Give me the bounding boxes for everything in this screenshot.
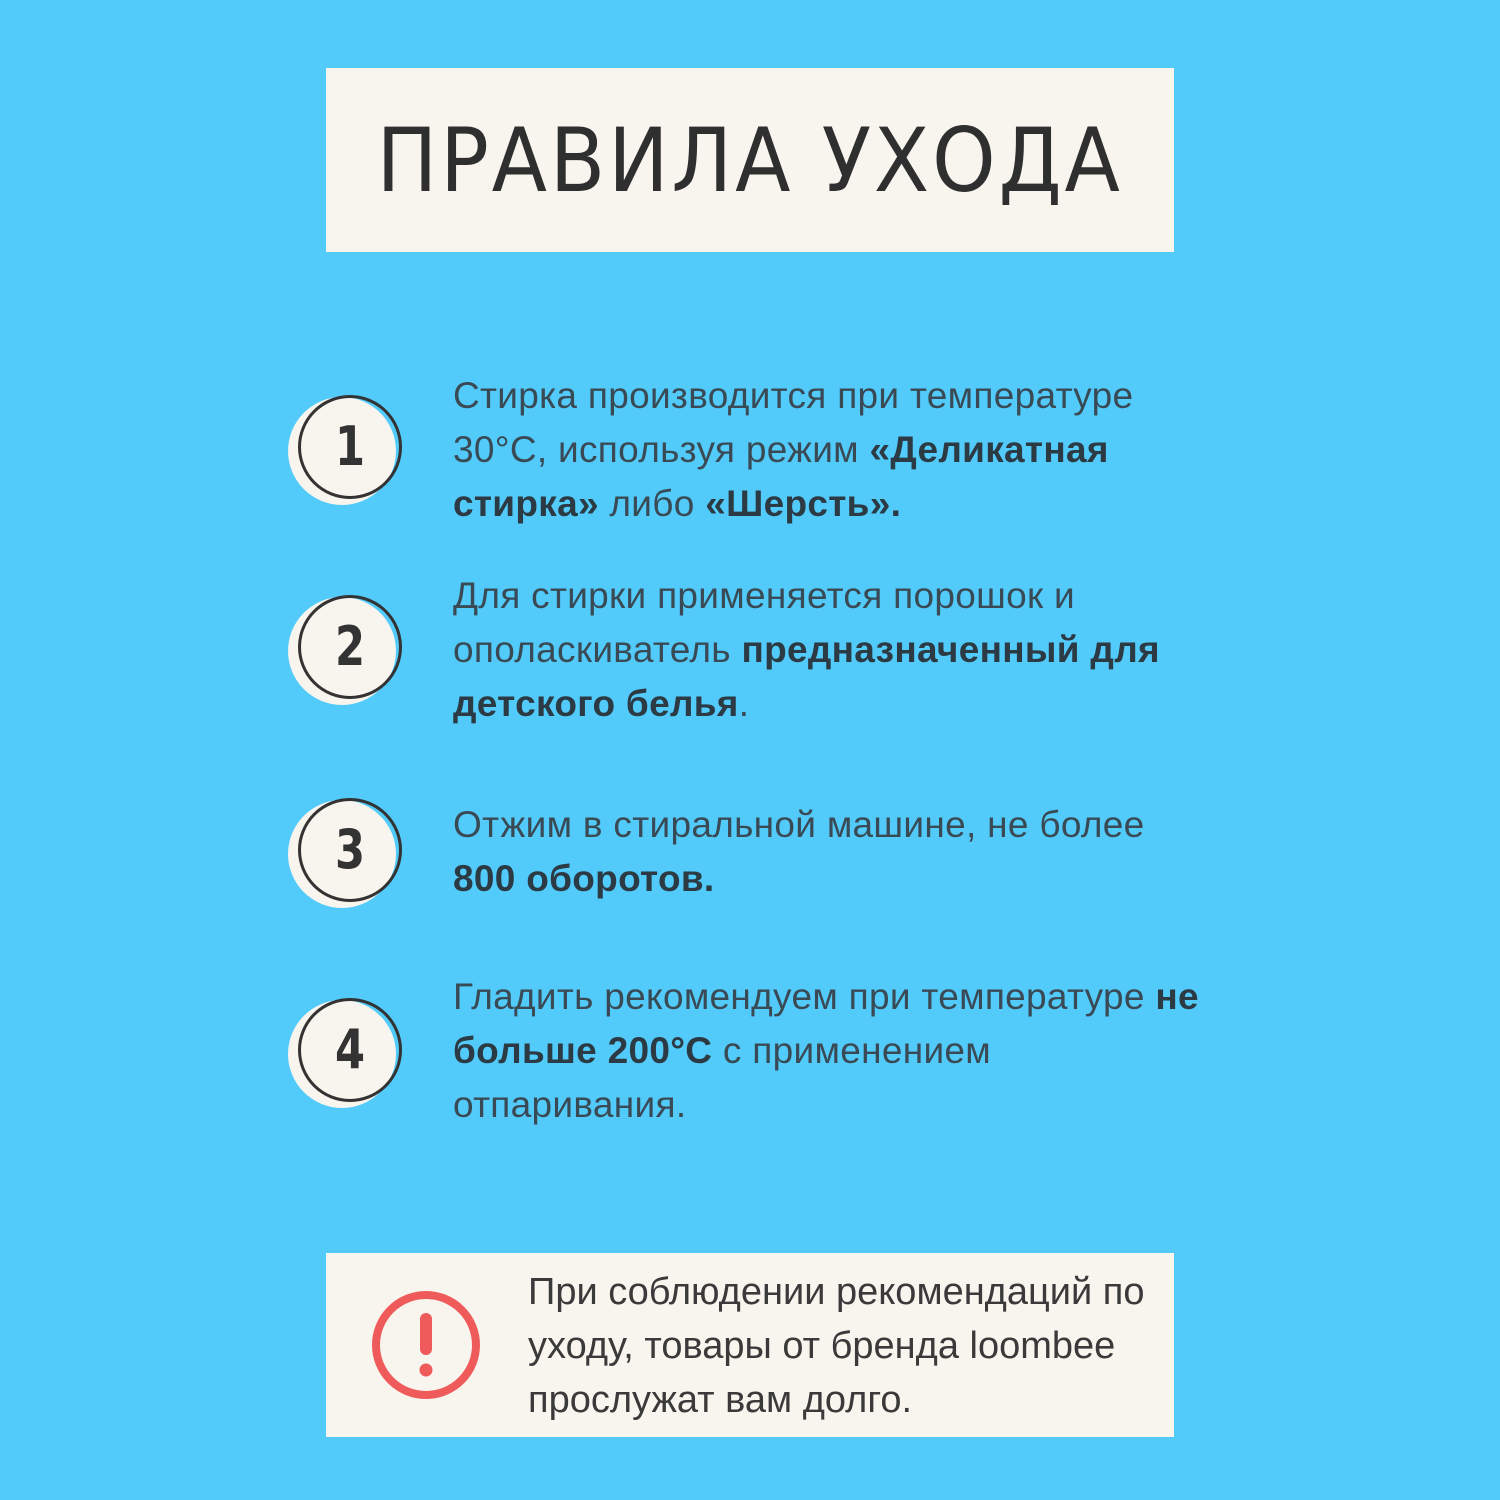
rule-text-bold: не больше 200°C xyxy=(453,976,1199,1071)
exclamation-circle-icon xyxy=(370,1289,482,1401)
care-note-card xyxy=(326,1253,1174,1437)
rule-text-part: Стирка производится при температуре 30°C, используя режим xyxy=(453,375,1134,470)
rule-text-part: . xyxy=(738,683,750,724)
number-badge-2 xyxy=(288,595,408,707)
rule-text xyxy=(453,369,1213,531)
title-card xyxy=(326,68,1174,252)
care-note-text: При соблюдении рекомендаций по уходу, товары от бренда loombee прослужат вам долго. xyxy=(528,1271,1145,1421)
rule-text-part: Для стирки применяется порошок и ополаскиватель xyxy=(453,575,1076,670)
number-badge-3 xyxy=(288,798,408,910)
rule-text xyxy=(453,970,1213,1132)
badge-number: 4 xyxy=(334,1018,366,1081)
rule-text-bold: 800 оборотов. xyxy=(453,858,715,899)
rule-text-bold: предназначенный для детского белья xyxy=(453,629,1160,724)
rule-text-bold: «Шерсть». xyxy=(705,483,902,524)
rule-text-part: либо xyxy=(598,483,706,524)
rule-text xyxy=(453,569,1213,731)
number-badge-1 xyxy=(288,395,408,507)
rule-text-part: с применением отпаривания. xyxy=(453,1030,992,1125)
page-title: ПРАВИЛА УХОДА xyxy=(376,108,1124,212)
rule-text xyxy=(453,798,1213,906)
badge-number: 1 xyxy=(334,415,366,478)
rule-text-part: Отжим в стиральной машине, не более xyxy=(453,804,1145,845)
number-badge-4 xyxy=(288,998,408,1110)
badge-number: 3 xyxy=(334,818,366,881)
rule-text-bold: «Деликатная стирка» xyxy=(453,429,1109,524)
rule-text-part: Гладить рекомендуем при температуре xyxy=(453,976,1156,1017)
badge-number: 2 xyxy=(334,615,366,678)
